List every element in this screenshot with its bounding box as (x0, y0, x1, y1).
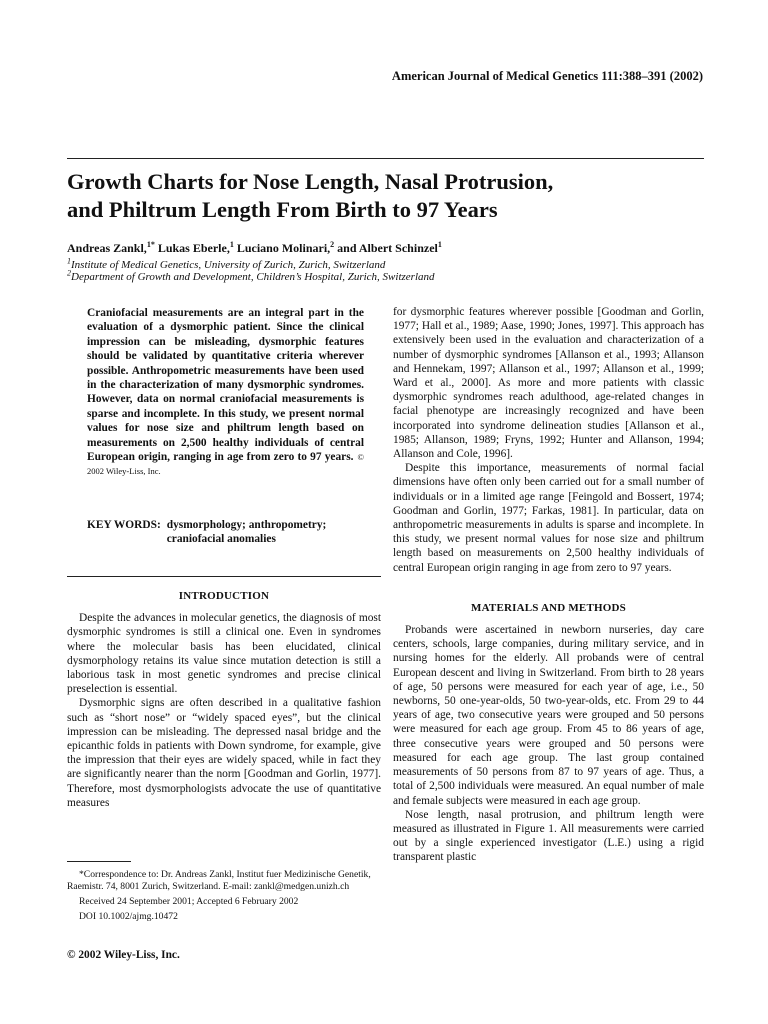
author-list (67, 241, 442, 256)
methods-paragraph-2: Nose length, nasal protrusion, and philtrum length were measured as illustrated in Figure 1. All measurements were carried out by a single experienced investigator (L.E.) using a rigid transparent plastic (393, 808, 704, 864)
introduction-heading: INTRODUCTION (178, 590, 270, 602)
author-name: Andreas Zankl, (67, 241, 147, 255)
left-column (67, 589, 381, 810)
author-name: and Albert Schinzel (334, 241, 438, 255)
keywords-text: dysmorphology; anthropometry; craniofacial anomalies (166, 519, 327, 546)
abstract (87, 306, 364, 479)
keywords (87, 518, 364, 547)
author-affiliation-mark: 1* (146, 240, 155, 249)
footnote-rule (67, 861, 131, 862)
author-affiliation-mark: 2 (330, 240, 335, 249)
page-copyright: © 2002 Wiley-Liss, Inc. (67, 949, 180, 961)
footnote (67, 869, 381, 923)
right-column (393, 305, 704, 865)
abstract-text: Craniofacial measurements are an integral part in the evaluation of a dysmorphic patient. Since the clinical impression can be misleading, dysmorphic features should be validated by quantitative criteria wherever possible. Anthropometric measurements have been used in the characterization of many dysmorphic syndromes. However, data on normal craniofacial measurements is sparse and incomplete. In this study, we present normal values for nose size and philtrum length based on measurements on 2,500 healthy individuals of central European origin, ranging in age from zero to 97 years. (87, 307, 364, 464)
title-line-2: and Philtrum Length From Birth to 97 Years (67, 197, 498, 222)
affiliation-text: Institute of Medical Genetics, University of Zurich, Zurich, Switzerland (71, 259, 386, 271)
abstract-divider (67, 576, 381, 577)
article-title (67, 168, 707, 224)
top-rule (67, 158, 704, 159)
methods-heading: MATERIALS AND METHODS (471, 601, 626, 614)
affiliation-mark: 2 (67, 268, 71, 278)
abstract-copyright: © 2002 Wiley-Liss, Inc. (87, 452, 364, 477)
affiliation-text: Department of Growth and Development, Children’s Hospital, Zurich, Switzerland (71, 271, 435, 283)
author-affiliation-mark: 1 (229, 240, 234, 249)
title-line-1: Growth Charts for Nose Length, Nasal Protrusion, (67, 169, 554, 194)
correspondence-note: *Correspondence to: Dr. Andreas Zankl, Institut fuer Medizinische Genetik, Raemistr. 74, 8001 Zurich, Switzerland. E-mail: zankl@medgen.unizh.ch (67, 869, 371, 892)
author-affiliation-mark: 1 (437, 240, 442, 249)
keywords-label: KEY WORDS: (87, 519, 161, 531)
affiliation-mark: 1 (67, 256, 71, 266)
doi: DOI 10.1002/ajmg.10472 (79, 911, 178, 922)
author-name: Luciano Molinari, (233, 241, 331, 255)
methods-paragraph-1: Probands were ascertained in newborn nurseries, day care centers, schools, large companies, during military service, and in nursing homes for the elderly. All probands were of central European descent and living in Switzerland. From birth to 28 years of age, 50 persons were measured for each year of age, i.e., 50 newborns, 50 one-year-olds, 50 two-year-olds, etc. From 29 to 44 years of age, two consecutive years were grouped and 50 persons were measured for each age group. From 45 to 86 years of age, three consecutive years were grouped and 50 persons were measured for each age group. The last group contained measurements of 50 persons from 87 to 97 years of age. Thus, a total of 2,500 individuals were measured. An equal number of male and female subjects were measured in each age group. (393, 624, 704, 807)
affiliation-2 (67, 268, 435, 283)
intro-paragraph-4: Despite this importance, measurements of normal facial dimensions have often only been carried out for a small number of individuals or in a limited age range [Feingold and Bossert, 1974; Goodman and Gorlin, 1977; Farkas, 1981]. In particular, data on anthropometric measurements in adults is sparse and incomplete. In this study, we present normal values for nose size and philtrum length based on measurements on 2,500 healthy individuals of central European origin ranging in age from zero to 97 years. (393, 462, 704, 574)
affiliation-1 (67, 256, 386, 271)
journal-citation: American Journal of Medical Genetics 111:388–391 (2002) (391, 69, 703, 83)
author-name: Lukas Eberle, (154, 241, 230, 255)
intro-paragraph-2: Dysmorphic signs are often described in a qualitative fashion such as “short nose” or “widely spaced eyes”, but the clinical impression can be misleading. The depressed nasal bridge and the epicanthic folds in patients with Down syndrome, for example, give the impression that their eyes are widely spaced, while in fact they are significantly nearer than the norm [Goodman and Gorlin, 1977]. Therefore, most dysmorphologists advocate the use of quantitative measures (67, 697, 381, 809)
intro-paragraph-1: Despite the advances in molecular genetics, the diagnosis of most dysmorphic syndromes is still a clinical one. Even in syndromes where the molecular basis has been elucidated, clinical dysmorphology retains its value since mutation detection is still a laborious task in most genetic syndromes and precise clinical preselection is essential. (67, 612, 381, 696)
intro-paragraph-3: for dysmorphic features wherever possible [Goodman and Gorlin, 1977; Hall et al., 1989; Aase, 1990; Jones, 1997]. This approach has extensively been used in the evaluation and characterization of a number of dysmorphic syndromes [Allanson et al., 1993; Allanson and Hennekam, 1997; Allanson et al., 1997; Allanson et al., 1999; Ward et al., 2000]. As more and more patients with classic dysmorphic syndromes reach adulthood, age-related changes in facial phenotype are increasingly recognized and have been incorporated into syndrome delineation studies [Allanson et al., 1985; Allanson, 1989; Fryns, 1992; Hunter and Allanson, 1994; Allanson and Cole, 1996]. (393, 306, 704, 461)
received-dates: Received 24 September 2001; Accepted 6 February 2002 (79, 896, 299, 907)
